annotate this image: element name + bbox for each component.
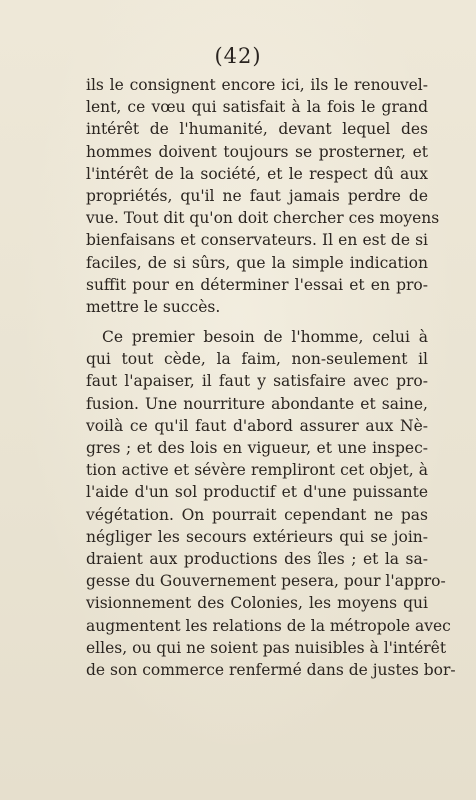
text-line: propriétés, qu'il ne faut jamais perdre de <box>86 186 428 205</box>
text-line: lent, ce vœu qui satisfait à la fois le grand <box>86 98 428 117</box>
text-line: l'intérêt de la société, et le respect dû aux <box>86 164 428 183</box>
text-line: l'aide d'un sol productif et d'une puissante <box>86 483 428 502</box>
text-line: draient aux productions des îles ; et la sa- <box>86 549 428 568</box>
text-line: ils le consignent encore ici, ils le renouvel- <box>86 76 428 94</box>
text-line: gesse du Gouvernement pesera, pour l'appro- <box>86 572 446 591</box>
text-line: gres ; et des lois en vigueur, et une inspec- <box>86 439 428 457</box>
text-line: fusion. Une nourriture abondante et saine, <box>86 394 428 413</box>
text-line: tion active et sévère rempliront cet objet, à <box>86 461 428 480</box>
text-line: mettre le succès. <box>86 297 221 316</box>
text-line: augmentent les relations de la métropole avec <box>86 616 451 635</box>
text-line: de son commerce renfermé dans de justes bor- <box>86 660 456 679</box>
text-line: négliger les secours extérieurs qui se join- <box>86 527 428 546</box>
text-line: faut l'apaiser, il faut y satisfaire avec pro- <box>86 372 428 391</box>
page-number: (42) <box>214 44 262 68</box>
text-line: Ce premier besoin de l'homme, celui à <box>102 328 428 347</box>
text-line: faciles, de si sûrs, que la simple indication <box>86 253 428 272</box>
paragraph-1 <box>86 74 440 318</box>
text-line: voilà ce qu'il faut d'abord assurer aux Nè- <box>86 416 428 435</box>
text-line: végétation. On pourrait cependant ne pas <box>86 505 428 524</box>
text-line: qui tout cède, la faim, non-seulement il <box>86 350 428 369</box>
paragraph-gap <box>86 318 428 326</box>
text-line: suffit pour en déterminer l'essai et en pro- <box>86 275 428 294</box>
text-line: bienfaisans et conservateurs. Il en est de si <box>86 231 428 250</box>
text-line: intérêt de l'humanité, devant lequel des <box>86 120 428 139</box>
body-text <box>86 74 456 681</box>
paragraph-2 <box>86 326 456 681</box>
text-line: visionnement des Colonies, les moyens qui <box>86 594 428 613</box>
text-line: hommes doivent toujours se prosterner, et <box>86 142 428 161</box>
text-line: vue. Tout dit qu'on doit chercher ces moyens <box>86 209 440 228</box>
text-line: elles, ou qui ne soient pas nuisibles à l'intérêt <box>86 638 447 657</box>
